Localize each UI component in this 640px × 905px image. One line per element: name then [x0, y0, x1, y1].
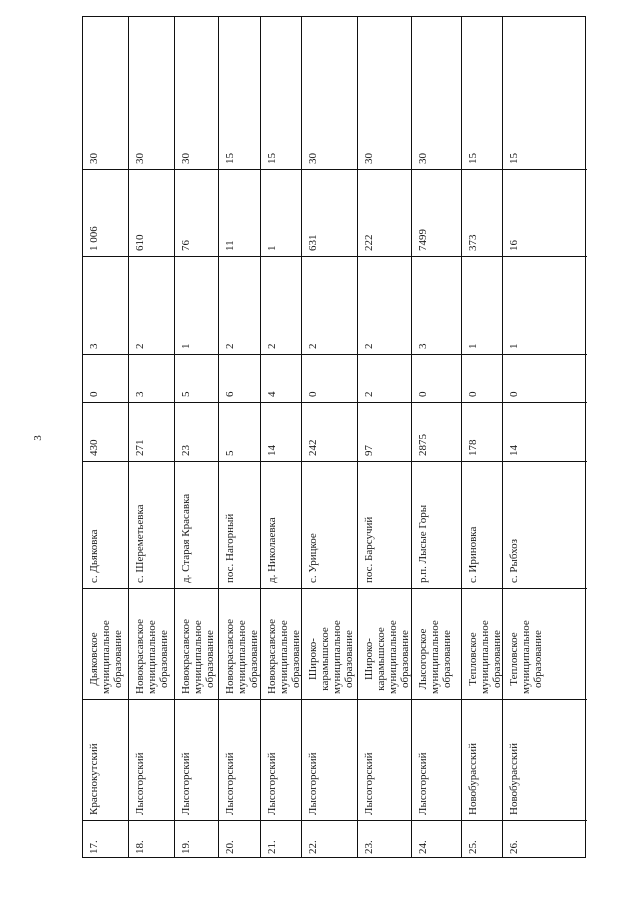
row-number-text: 19. [180, 840, 192, 854]
row-number-text: 24. [417, 840, 429, 854]
value-col9-text: 15 [467, 153, 479, 164]
value-col6-text: 0 [307, 391, 319, 397]
value-col8 [358, 169, 411, 256]
value-col5 [302, 402, 357, 461]
value-col9 [412, 17, 461, 169]
municipality-cell [462, 588, 502, 699]
value-col5 [462, 402, 502, 461]
district-cell [462, 699, 502, 820]
settlement-cell [219, 461, 260, 588]
value-col9 [462, 17, 502, 169]
district-cell [219, 699, 260, 820]
value-col9-text: 15 [224, 153, 236, 164]
municipality-cell-text: Широко-карамышское муниципальное образование [363, 620, 411, 694]
value-col9 [175, 17, 218, 169]
municipality-cell [83, 588, 128, 699]
value-col7-text: 1 [467, 343, 479, 349]
row-number [83, 820, 128, 859]
municipality-cell [219, 588, 260, 699]
value-col6-text: 4 [266, 391, 278, 397]
district-cell [412, 699, 461, 820]
value-col8 [503, 169, 587, 256]
value-col9 [302, 17, 357, 169]
value-col6 [83, 354, 128, 402]
municipality-cell [175, 588, 218, 699]
value-col5 [261, 402, 301, 461]
value-col8-text: 1 [266, 245, 278, 251]
settlement-cell-text: д. Старая Красавка [180, 493, 192, 583]
value-col7 [412, 256, 461, 354]
value-col7-text: 2 [134, 343, 146, 349]
row-number-text: 23. [363, 840, 375, 854]
table-row [302, 17, 358, 857]
table-row [358, 17, 412, 857]
value-col5-text: 178 [467, 439, 479, 456]
row-number [261, 820, 301, 859]
value-col9-text: 30 [307, 153, 319, 164]
settlements-table [82, 16, 586, 858]
value-col5 [503, 402, 587, 461]
value-col9-text: 30 [134, 153, 146, 164]
municipality-cell-text: Тепловское муниципальное образование [508, 620, 544, 694]
table-row [261, 17, 302, 857]
value-col5-text: 5 [224, 450, 236, 456]
value-col5-text: 97 [363, 445, 375, 456]
value-col7-text: 1 [180, 343, 192, 349]
district-cell [175, 699, 218, 820]
value-col6 [412, 354, 461, 402]
value-col6-text: 6 [224, 391, 236, 397]
value-col5-text: 2875 [417, 434, 429, 456]
value-col9-text: 30 [88, 153, 100, 164]
settlement-cell [503, 461, 587, 588]
value-col6-text: 0 [417, 391, 429, 397]
value-col6 [219, 354, 260, 402]
settlement-cell [83, 461, 128, 588]
value-col5-text: 271 [134, 439, 146, 456]
settlement-cell [462, 461, 502, 588]
district-cell-text: Краснокутский [88, 743, 100, 815]
table-row [175, 17, 219, 857]
value-col6-text: 2 [363, 391, 375, 397]
value-col8-text: 1 006 [88, 226, 100, 251]
district-cell [358, 699, 411, 820]
value-col9-text: 30 [180, 153, 192, 164]
municipality-cell-text: Новокрасавское муниципальное образование [180, 618, 216, 694]
settlement-cell-text: пос. Барсучий [363, 516, 375, 583]
value-col9 [219, 17, 260, 169]
value-col7-text: 3 [417, 343, 429, 349]
table-row [219, 17, 261, 857]
value-col9 [358, 17, 411, 169]
value-col6 [503, 354, 587, 402]
table-row [83, 17, 129, 857]
value-col8 [412, 169, 461, 256]
value-col6-text: 0 [88, 391, 100, 397]
value-col8 [129, 169, 174, 256]
table-row [462, 17, 503, 857]
value-col9-text: 15 [266, 153, 278, 164]
municipality-cell-text: Лысогорское муниципальное образование [417, 620, 453, 694]
value-col8 [219, 169, 260, 256]
value-col5-text: 14 [266, 445, 278, 456]
district-cell-text: Лысогорский [224, 752, 236, 815]
value-col9 [83, 17, 128, 169]
row-number-text: 17. [88, 840, 100, 854]
value-col8 [83, 169, 128, 256]
row-number [302, 820, 357, 859]
value-col5-text: 14 [508, 445, 520, 456]
municipality-cell [129, 588, 174, 699]
value-col7 [219, 256, 260, 354]
municipality-cell-text: Новокрасавское муниципальное образование [266, 618, 302, 694]
municipality-cell-text: Дьяковское муниципальное образование [88, 620, 124, 694]
municipality-cell-text: Тепловское муниципальное образование [467, 620, 503, 694]
row-number [219, 820, 260, 859]
value-col9 [261, 17, 301, 169]
value-col5 [412, 402, 461, 461]
district-cell-text: Лысогорский [134, 752, 146, 815]
page-number: 3 [32, 435, 44, 441]
value-col7-text: 2 [266, 343, 278, 349]
settlement-cell-text: р.п. Лысые Горы [417, 504, 429, 583]
value-col9-text: 30 [363, 153, 375, 164]
value-col7 [462, 256, 502, 354]
row-number [503, 820, 587, 859]
settlement-cell-text: с. Урицкое [307, 533, 319, 583]
value-col8 [175, 169, 218, 256]
district-cell-text: Лысогорский [266, 752, 278, 815]
value-col5 [83, 402, 128, 461]
value-col7 [83, 256, 128, 354]
value-col7-text: 2 [363, 343, 375, 349]
value-col8-text: 16 [508, 240, 520, 251]
value-col7-text: 1 [508, 343, 520, 349]
settlement-cell-text: с. Рыбхоз [508, 539, 520, 583]
row-number [412, 820, 461, 859]
value-col9 [129, 17, 174, 169]
value-col6 [129, 354, 174, 402]
value-col9-text: 15 [508, 153, 520, 164]
district-cell-text: Лысогорский [363, 752, 375, 815]
district-cell-text: Лысогорский [307, 752, 319, 815]
district-cell [129, 699, 174, 820]
value-col5 [358, 402, 411, 461]
settlement-cell-text: пос. Нагорный [224, 513, 236, 583]
settlement-cell [129, 461, 174, 588]
value-col8-text: 610 [134, 234, 146, 251]
row-number [462, 820, 502, 859]
value-col8 [261, 169, 301, 256]
district-cell [302, 699, 357, 820]
settlement-cell [261, 461, 301, 588]
value-col8-text: 76 [180, 240, 192, 251]
value-col6 [358, 354, 411, 402]
table-row [503, 17, 587, 857]
row-number [175, 820, 218, 859]
value-col6 [302, 354, 357, 402]
settlement-cell-text: с. Шереметьевка [134, 504, 146, 583]
value-col5-text: 23 [180, 445, 192, 456]
row-number-text: 25. [467, 840, 479, 854]
value-col5 [175, 402, 218, 461]
settlement-cell-text: с. Дьяковка [88, 529, 100, 583]
settlement-cell [412, 461, 461, 588]
table-row [129, 17, 175, 857]
row-number [129, 820, 174, 859]
value-col6-text: 0 [508, 391, 520, 397]
row-number-text: 20. [224, 840, 236, 854]
value-col7 [358, 256, 411, 354]
value-col9 [503, 17, 587, 169]
municipality-cell [503, 588, 587, 699]
municipality-cell [412, 588, 461, 699]
value-col8-text: 11 [224, 240, 236, 251]
settlement-cell [302, 461, 357, 588]
district-cell-text: Новобурасский [467, 742, 479, 815]
value-col5-text: 430 [88, 439, 100, 456]
municipality-cell [358, 588, 411, 699]
row-number-text: 26. [508, 840, 520, 854]
district-cell-text: Лысогорский [417, 752, 429, 815]
value-col6-text: 0 [467, 391, 479, 397]
value-col8-text: 7499 [417, 229, 429, 251]
value-col7 [261, 256, 301, 354]
district-cell-text: Новобурасский [508, 742, 520, 815]
row-number [358, 820, 411, 859]
value-col6 [261, 354, 301, 402]
municipality-cell-text: Новокрасавское муниципальное образование [134, 618, 170, 694]
municipality-cell [261, 588, 301, 699]
municipality-cell-text: Новокрасавское муниципальное образование [224, 618, 260, 694]
value-col7 [302, 256, 357, 354]
row-number-text: 18. [134, 840, 146, 854]
district-cell [261, 699, 301, 820]
settlement-cell-text: с. Ириновка [467, 526, 479, 583]
value-col6-text: 3 [134, 391, 146, 397]
value-col7 [129, 256, 174, 354]
value-col7-text: 3 [88, 343, 100, 349]
table-row [412, 17, 462, 857]
municipality-cell [302, 588, 357, 699]
settlement-cell [358, 461, 411, 588]
district-cell-text: Лысогорский [180, 752, 192, 815]
value-col9-text: 30 [417, 153, 429, 164]
value-col7 [503, 256, 587, 354]
value-col5 [129, 402, 174, 461]
district-cell [83, 699, 128, 820]
value-col7-text: 2 [307, 343, 319, 349]
row-number-text: 21. [266, 840, 278, 854]
value-col8 [302, 169, 357, 256]
value-col6-text: 5 [180, 391, 192, 397]
value-col8-text: 222 [363, 234, 375, 251]
value-col5 [219, 402, 260, 461]
row-number-text: 22. [307, 840, 319, 854]
settlement-cell [175, 461, 218, 588]
value-col8-text: 373 [467, 234, 479, 251]
settlement-cell-text: д. Николаевка [266, 517, 278, 583]
value-col7 [175, 256, 218, 354]
value-col6 [462, 354, 502, 402]
value-col7-text: 2 [224, 343, 236, 349]
value-col8-text: 631 [307, 234, 319, 251]
value-col8 [462, 169, 502, 256]
value-col6 [175, 354, 218, 402]
value-col5-text: 242 [307, 439, 319, 456]
district-cell [503, 699, 587, 820]
municipality-cell-text: Широко-карамышское муниципальное образование [307, 620, 355, 694]
